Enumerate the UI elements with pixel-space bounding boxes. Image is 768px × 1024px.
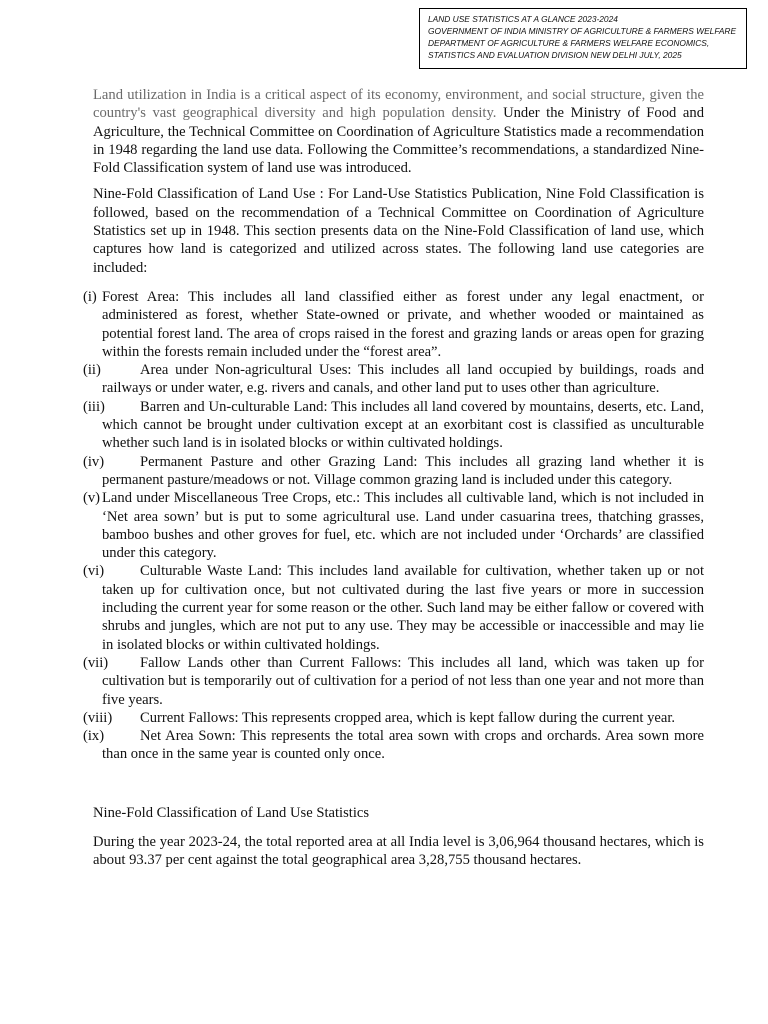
list-item [83, 489, 704, 562]
list-item [83, 562, 704, 653]
list-item [83, 709, 704, 727]
list-item-number: (v) [83, 490, 101, 507]
list-item-text: Fallow Lands other than Current Fallows: This includes all land, which was taken up for cultivation but is temporarily out of cultivation for a period of not less than one year and not more than five years. [102, 654, 704, 708]
header-line: LAND USE STATISTICS AT A GLANCE 2023-2024 [428, 14, 618, 24]
list-item-text: Net Area Sown: This represents the total area sown with crops and orchards. Area sown more than once in the same year is counted only once. [102, 728, 704, 763]
header-line: STATISTICS AND EVALUATION DIVISION NEW DELHI JULY, 2025 [428, 50, 682, 60]
section-title: Nine-Fold Classification of Land Use Statistics [93, 804, 370, 821]
intro-text: Under the Ministry of Food and Agriculture, the Technical Committee on Coordination of Agriculture Statistics made a recommendation in 1948 regarding the land use data. Following the Committee’s recommendations, a standardized Nine-Fold Classification system of land use was introduced. [93, 105, 704, 177]
list-item-number: (iii) [83, 398, 105, 415]
report-header [419, 8, 747, 69]
intro-highlight-text: Land utilization in India is a critical aspect of its economy, environment, and social structure, given the country's vast geographical diversity and high population density. [93, 87, 704, 122]
list-item-number: (viii) [83, 709, 113, 726]
list-item-text: Permanent Pasture and other Grazing Land: This includes all grazing land whether it is permanent pasture/meadows or not. Village common grazing land is included under this category. [102, 453, 704, 488]
list-item-text: Forest Area: This includes all land classified either as forest under any legal enactment, or administered as forest, whether State-owned or private, and whether wooded or maintained as potential forest land. The area of crops raised in the forest and grazing lands or areas open for grazing within the forests remain included under the “forest area”. [102, 288, 704, 360]
list-item-number: (ix) [83, 728, 105, 745]
intro-paragraph [93, 86, 704, 177]
document-body [83, 86, 704, 870]
list-item-text: Land under Miscellaneous Tree Crops, etc.: This includes all cultivable land, which is not included in ‘Net area sown’ but is put to some agricultural use. Land under casuarina trees, thatching grasses, bamboo bushes and other groves for fuel, etc. which are not included under ‘Orchards’ are classified under this category. [102, 490, 704, 562]
classification-intro-paragraph: Nine-Fold Classification of Land Use : For Land-Use Statistics Publication, Nine Fold Classification is followed, based on the recommendation of a Technical Committee on Coordination of Agriculture Statistics set up in 1948. This section presents data on the Nine-Fold Classification of land use, which captures how land is categorized and utilized across states. The following land use categories are included: [93, 186, 704, 276]
list-item [83, 288, 704, 361]
list-item [83, 654, 704, 709]
list-item-number: (vii) [83, 654, 109, 671]
list-item-number: (iv) [83, 453, 105, 470]
land-use-category-list [83, 288, 704, 764]
list-item [83, 727, 704, 764]
list-item-text: Barren and Un-culturable Land: This includes all land covered by mountains, deserts, etc. Land, which cannot be brought under cultivation except at an exorbitant cost is classified as unculturable whether such land is in isolated blocks or within cultivated holdings. [102, 398, 704, 452]
list-item-number: (vi) [83, 563, 105, 580]
list-item-text: Current Fallows: This represents cropped area, which is kept fallow during the current year. [140, 709, 676, 726]
header-line: GOVERNMENT OF INDIA MINISTRY OF AGRICULTURE & FARMERS WELFARE [428, 26, 737, 36]
summary-paragraph: During the year 2023-24, the total reported area at all India level is 3,06,964 thousand hectares, which is about 93.37 per cent against the total geographical area 3,28,755 thousand hectares. [93, 833, 704, 869]
list-item [83, 398, 704, 453]
list-item [83, 453, 704, 490]
list-item-number: (i) [83, 288, 97, 305]
header-line: DEPARTMENT OF AGRICULTURE & FARMERS WELFARE ECONOMICS, [428, 38, 710, 48]
list-item-text: Culturable Waste Land: This includes land available for cultivation, whether taken up or not taken up for cultivation once, but not cultivated during the last five years or more in succession including the current year for some reason or the other. Such land may be either fallow or covered with shrubs and jungles, which are not put to any use. They may be accessible or inaccessible and may lie in isolated blocks or within cultivated holdings. [102, 563, 704, 653]
list-item-number: (ii) [83, 362, 101, 379]
list-item-text: Area under Non-agricultural Uses: This includes all land occupied by buildings, roads and railways or under water, e.g. rivers and canals, and other land put to uses other than agriculture. [102, 362, 704, 397]
list-item [83, 361, 704, 398]
